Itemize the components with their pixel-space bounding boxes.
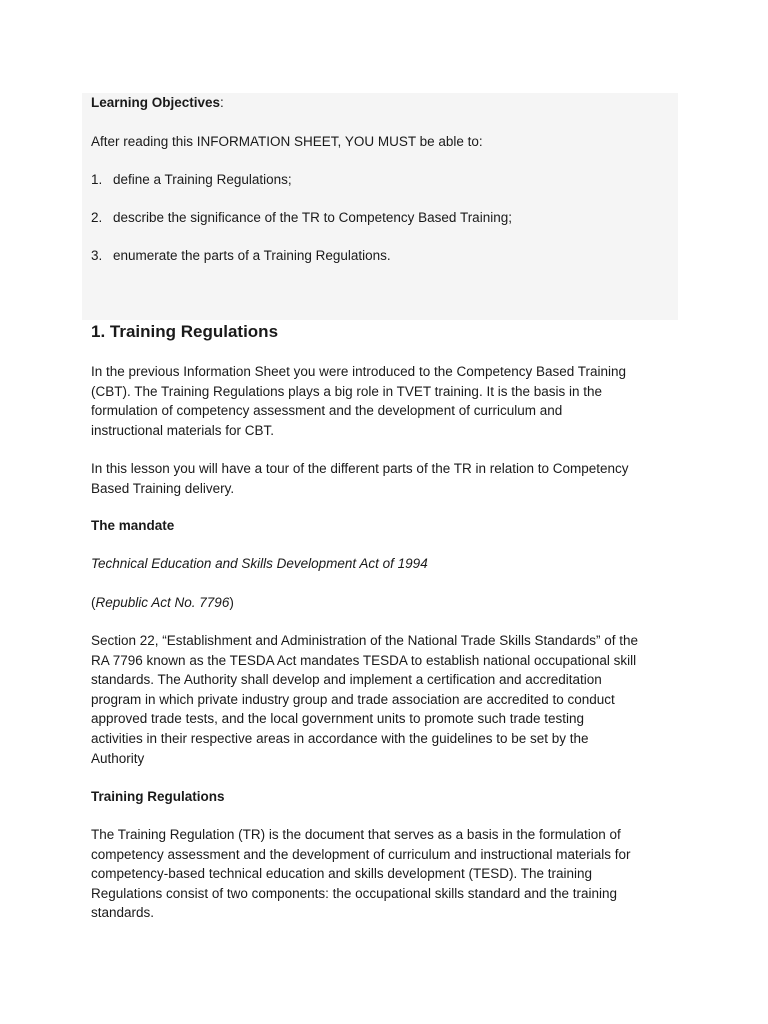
mandate-heading: The mandate	[91, 518, 175, 533]
learning-objectives-heading-colon: :	[220, 95, 224, 110]
training-regulations-paragraph	[91, 825, 691, 923]
lesson-paragraph	[91, 459, 691, 498]
paren-close: )	[229, 595, 234, 610]
objective-text: enumerate the parts of a Training Regulations.	[113, 248, 391, 263]
paragraph-line: (CBT). The Training Regulations plays a big role in TVET training. It is the basis in the	[91, 383, 603, 399]
paragraph-line: The Training Regulation (TR) is the document that serves as a basis in the formulation of	[91, 827, 621, 842]
objective-text: define a Training Regulations;	[113, 172, 292, 187]
learning-objectives-heading-text: Learning Objectives	[91, 95, 221, 110]
paragraph-line: Section 22, “Establishment and Administration of the National Trade Skills Standards” of the	[91, 633, 639, 648]
paren-open: (	[91, 595, 96, 610]
objective-number: 3.	[91, 248, 103, 263]
act-title: Technical Education and Skills Development Act of 1994	[91, 556, 428, 571]
paragraph-line: In the previous Information Sheet you were introduced to the Competency Based Training	[91, 364, 627, 379]
paragraph-line: In this lesson you will have a tour of the different parts of the TR in relation to Competency	[91, 461, 629, 476]
paragraph-line: program in which private industry group and trade association are accredited to conduct	[91, 691, 615, 707]
objective-text: describe the significance of the TR to Competency Based Training;	[113, 210, 512, 225]
paragraph-line: RA 7796 known as the TESDA Act mandates TESDA to establish national occupational skill	[91, 652, 637, 668]
objective-number: 2.	[91, 210, 103, 225]
paragraph-line: instructional materials for CBT.	[91, 422, 275, 438]
learning-objectives-heading	[91, 93, 224, 113]
paragraph-line: standards.	[91, 905, 155, 921]
learning-objectives-box	[82, 93, 678, 320]
intro-paragraph	[91, 362, 691, 440]
paragraph-line: standards. The Authority shall develop and implement a certification and accreditation	[91, 672, 602, 688]
paragraph-line: Regulations consist of two components: the occupational skills standard and the training	[91, 885, 618, 901]
objective-item-1	[91, 170, 292, 190]
training-regulations-heading: Training Regulations	[91, 789, 225, 804]
paragraph-line: approved trade tests, and the local government units to promote such trade testing	[91, 711, 585, 727]
republic-act-number: Republic Act No. 7796	[95, 595, 230, 610]
paragraph-line: Authority	[91, 750, 145, 766]
objective-item-3	[91, 246, 391, 266]
paragraph-line: competency-based technical education and skills development (TESD). The training	[91, 866, 593, 882]
section-22-paragraph	[91, 631, 691, 768]
section-title: 1. Training Regulations	[91, 322, 279, 341]
paragraph-line: competency assessment and the development of curriculum and instructional materials for	[91, 846, 631, 862]
republic-act-line	[91, 593, 234, 613]
objective-number: 1.	[91, 172, 103, 187]
objectives-intro: After reading this INFORMATION SHEET, YOU MUST be able to:	[91, 134, 483, 149]
paragraph-line: activities in their respective areas in accordance with the guidelines to be set by the	[91, 730, 589, 746]
paragraph-line: Based Training delivery.	[91, 480, 235, 496]
objective-item-2	[91, 208, 512, 228]
paragraph-line: formulation of competency assessment and the development of curriculum and	[91, 403, 563, 419]
